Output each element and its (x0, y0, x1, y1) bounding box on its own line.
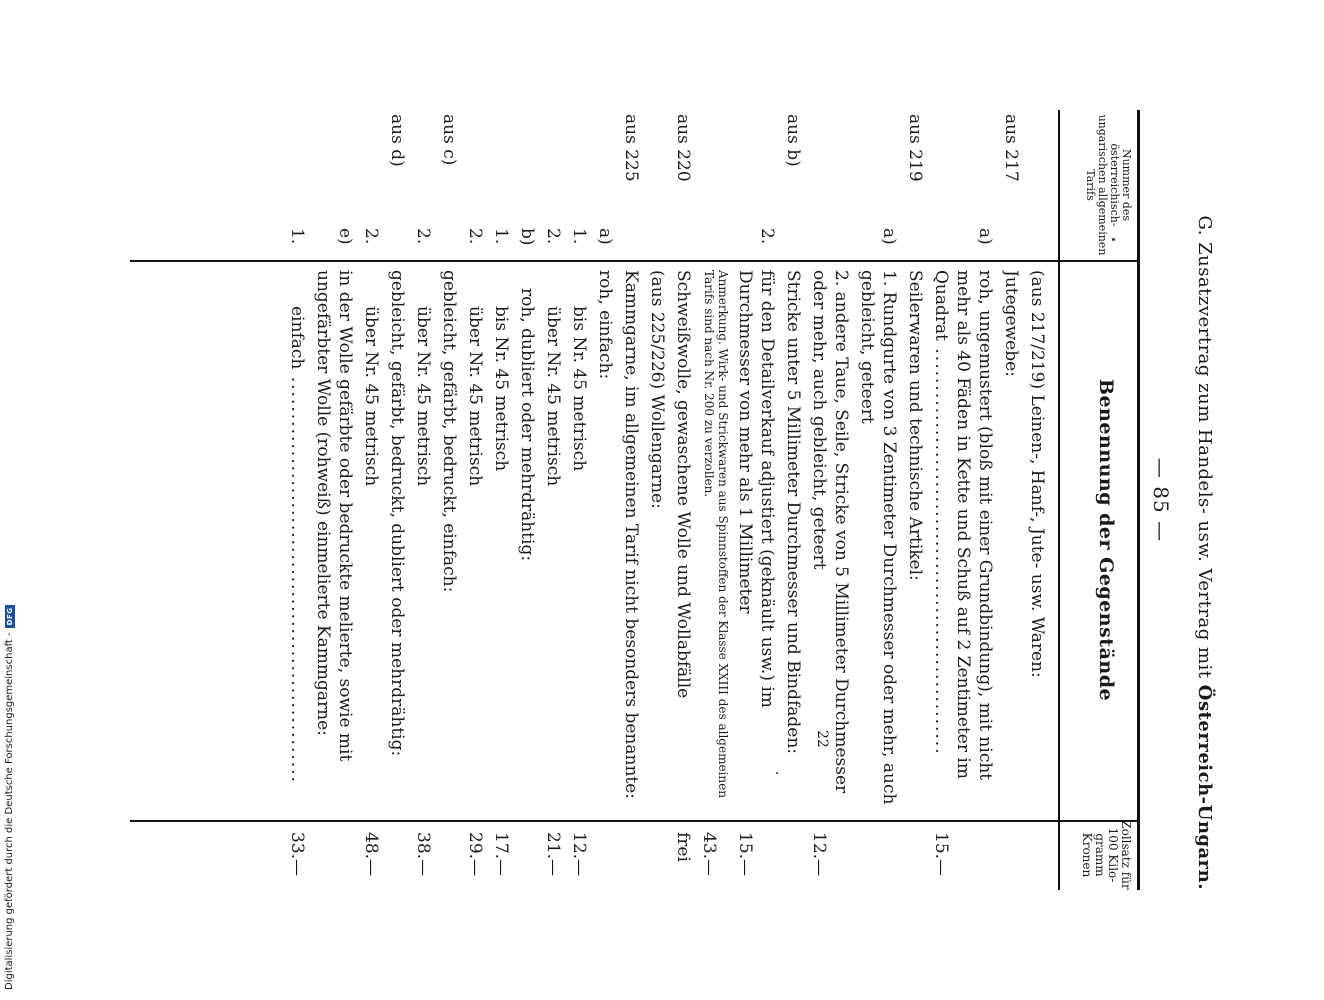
row-rate: 38.— (413, 832, 433, 877)
running-title-country: Österreich-Ungarn. (1194, 684, 1215, 890)
tariff-subitem: 2. (543, 228, 563, 245)
row-rate: 15.— (931, 832, 951, 877)
column-header-rate: Zollsatz für 100 Kilo-gramm Kronen (1080, 820, 1133, 890)
tariff-subitem: 1. (491, 228, 511, 245)
credit-text: Digitalisierung gefördert durch die Deutsche Forschungsgemeinschaft - (4, 632, 15, 990)
row-rate: 29.— (465, 832, 485, 877)
tariff-subitem: 1. (569, 228, 589, 245)
digitization-credit (4, 600, 15, 990)
row-description: bis Nr. 45 metrisch ..... (568, 306, 590, 810)
tariff-subitem: 2. (413, 228, 433, 245)
row-description: roh, ungemustert (bloß mit einer Grundbindung), mit nicht mehr als 40 Fäden in Kette und Schuß auf 2 Zentimeter im Quadrat ..... (930, 270, 996, 810)
row-description: Jutegewebe: (1001, 270, 1021, 377)
column-divider-right (130, 820, 1140, 822)
tariff-subitem: 1. (287, 228, 307, 245)
tariff-number: aus d) (387, 114, 407, 167)
tariff-subitem: a) (879, 228, 899, 245)
scan-speck (776, 772, 778, 774)
row-description: roh, einfach: (595, 270, 615, 380)
table-header-rule (1059, 110, 1061, 890)
dfg-logo: DFG (5, 605, 15, 629)
row-rate: 21.— (543, 832, 563, 877)
running-title-prefix: G. Zusatzvertrag zum Handels- usw. Vertrag mit (1194, 215, 1215, 679)
row-description: Kammgarne, im allgemeinen Tarif nicht besonders benannte: (621, 270, 641, 800)
row-description: roh, dubliert oder mehrdrähtig: (517, 288, 537, 562)
tariff-number: aus 219 (905, 114, 925, 182)
row-description: gebleicht, gefärbt, bedruckt, dubliert oder mehrdrähtig: (387, 270, 407, 757)
tariff-number: aus 220 (673, 114, 693, 182)
row-description: (aus 225/226) Wollengarne: (647, 270, 667, 509)
page-number: — 85 — (1149, 457, 1173, 543)
row-description: in der Wolle gefärbte oder bedruckte melierte, sowie mit ungefärbter Wolle (rohweiß) einmelierte Kammgarne: (313, 270, 355, 762)
column-divider-left (130, 260, 1140, 262)
document-page (65, 110, 1215, 890)
row-description: über Nr. 45 metrisch ..... (412, 306, 434, 810)
column-header-description: Benennung der Gegenstände (1095, 378, 1117, 702)
row-description: über Nr. 45 metrisch ..... (464, 306, 486, 810)
tariff-subitem: 2. (361, 228, 381, 245)
table-top-rule (1138, 110, 1141, 890)
tariff-number: aus 225 (621, 114, 641, 182)
tariff-subitem: 2. (465, 228, 485, 245)
row-description: Stricke unter 5 Millimeter Durchmesser und Bindfaden: (783, 270, 803, 755)
row-description: (aus 217/219) Leinen-, Hanf-, Jute- usw. Waren: (1027, 270, 1047, 678)
tariff-subitem: e) (335, 228, 355, 245)
page-header (1149, 110, 1215, 890)
row-rate: 43.— (699, 832, 719, 877)
row-description: 2. andere Taue, Seile, Stricke von 5 Millimeter Durchmesser oder mehr, auch gebleicht, geteert ..... (808, 270, 852, 810)
tariff-number: aus b) (783, 114, 803, 167)
row-description: Seilerwaren und technische Artikel: (905, 270, 925, 581)
row-rate: 17.— (491, 832, 511, 877)
tariff-number: aus c) (439, 114, 459, 166)
row-description: für den Detailverkauf adjustiert (geknäult usw.) im Durchmesser von mehr als 1 Millimeter ..... (734, 270, 778, 810)
row-description: über Nr. 45 metrisch ..... (542, 306, 564, 810)
row-rate: 48.— (361, 832, 381, 877)
tariff-table (130, 110, 1140, 890)
sheet-mark: 22 (814, 730, 830, 748)
row-rate: 15.— (735, 832, 755, 877)
tariff-subitem: a) (595, 228, 615, 245)
row-description: bis Nr. 45 metrisch ..... (490, 306, 512, 810)
tariff-subitem: b) (517, 228, 537, 246)
row-rate: 12.— (569, 832, 589, 877)
column-header-number: Nummer des österreichisch-ungarischen allgemeinen Tarifs (1084, 114, 1133, 256)
tariff-number: aus 217 (1001, 114, 1021, 182)
row-description: über Nr. 45 metrisch ..... (360, 306, 382, 810)
row-rate: 33.— (287, 832, 307, 877)
row-note: Anmerkung. Wirk- und Strickwaren aus Spinnstoffen der Klasse XXIII des allgemeinen Tarifs sind nach Nr. 200 zu verzollen. (702, 270, 730, 798)
row-description: gebleicht, gefärbt, bedruckt, einfach: (439, 270, 459, 593)
tariff-subitem: 2. (757, 228, 777, 245)
running-title (1194, 210, 1215, 890)
scan-speck (1112, 238, 1115, 241)
row-rate: 12.— (809, 832, 829, 877)
row-description: Schweißwolle, gewaschene Wolle und Wollabfälle ..... (672, 270, 694, 810)
row-rate: frei (673, 832, 693, 862)
row-description: 1. Rundgurte von 3 Zentimeter Durchmesser oder mehr, auch gebleicht, geteert ..... (856, 270, 900, 810)
tariff-subitem: a) (975, 228, 995, 245)
row-description: einfach ..... (286, 306, 308, 810)
